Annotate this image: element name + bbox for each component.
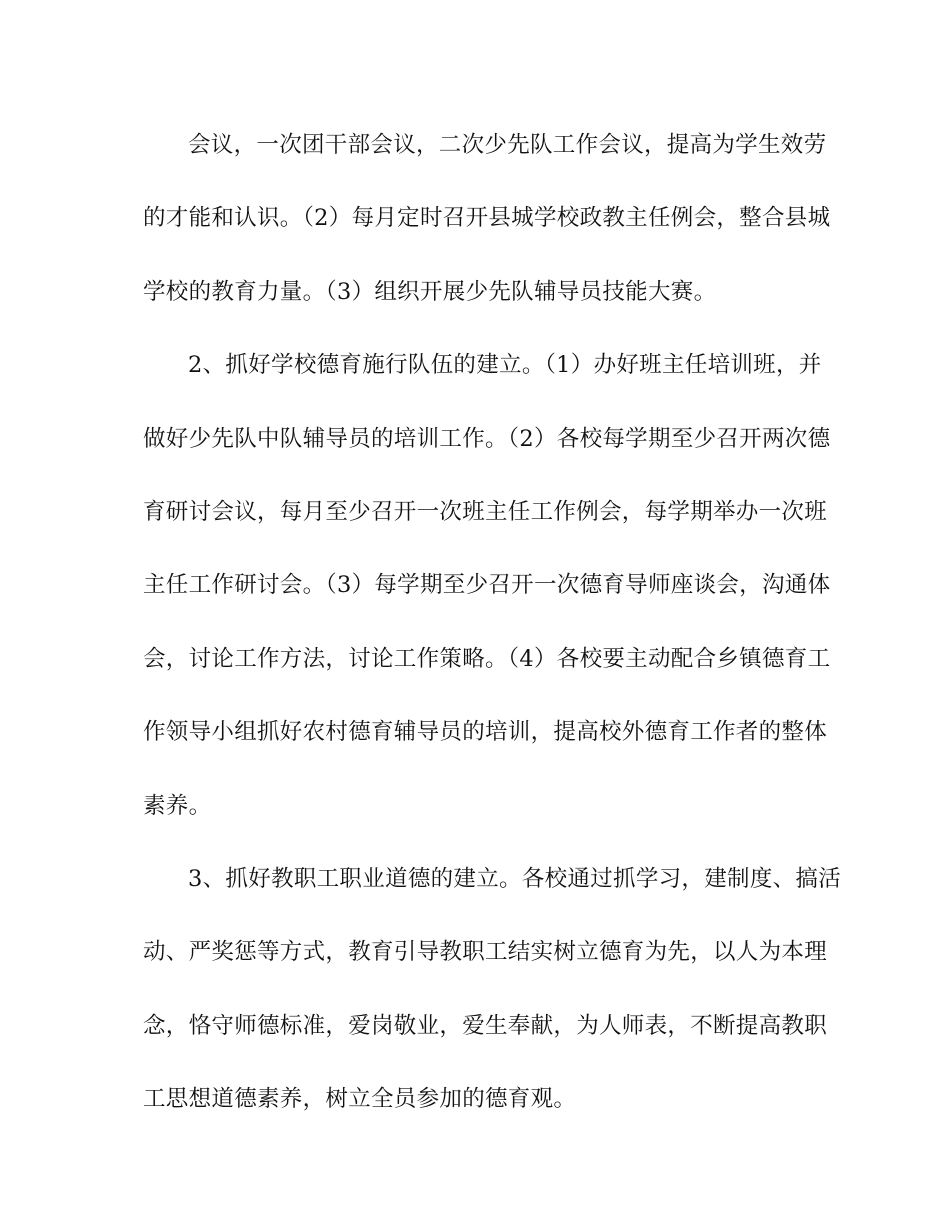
- text-line: 动、严奖惩等方式，教育引导教职工结实树立德育为先，以人为本理: [143, 939, 828, 966]
- text-line: 育研讨会议，每月至少召开一次班主任工作例会，每学期举办一次班: [143, 498, 828, 525]
- text-line: 学校的教育力量。（3）组织开展少先队辅导员技能大赛。: [143, 278, 717, 305]
- text-line: 3、抓好教职工职业道德的建立。各校通过抓学习，建制度、搞活: [188, 865, 842, 892]
- text-line: 主任工作研讨会。（3）每学期至少召开一次德育导师座谈会，沟通体: [143, 572, 831, 599]
- document-body: [143, 120, 842, 1147]
- text-line: 会，讨论工作方法，讨论工作策略。（4）各校要主动配合乡镇德育工: [143, 645, 831, 672]
- text-line: 素养。: [143, 792, 212, 819]
- text-line: 工思想道德素养，树立全员参加的德育观。: [143, 1086, 577, 1113]
- text-line: 作领导小组抓好农村德育辅导员的培训，提高校外德育工作者的整体: [143, 719, 828, 746]
- text-line: 做好少先队中队辅导员的培训工作。（2）各校每学期至少召开两次德: [143, 425, 831, 452]
- text-line: 的才能和认识。（2）每月定时召开县城学校政教主任例会，整合县城: [143, 205, 831, 232]
- text-line: 会议，一次团干部会议，二次少先队工作会议，提高为学生效劳: [188, 132, 827, 158]
- text-line: 2、抓好学校德育施行队伍的建立。（1）办好班主任培训班，并: [188, 352, 822, 379]
- text-line: 念，恪守师德标准，爱岗敬业，爱生奉献，为人师表，不断提高教职: [143, 1012, 828, 1039]
